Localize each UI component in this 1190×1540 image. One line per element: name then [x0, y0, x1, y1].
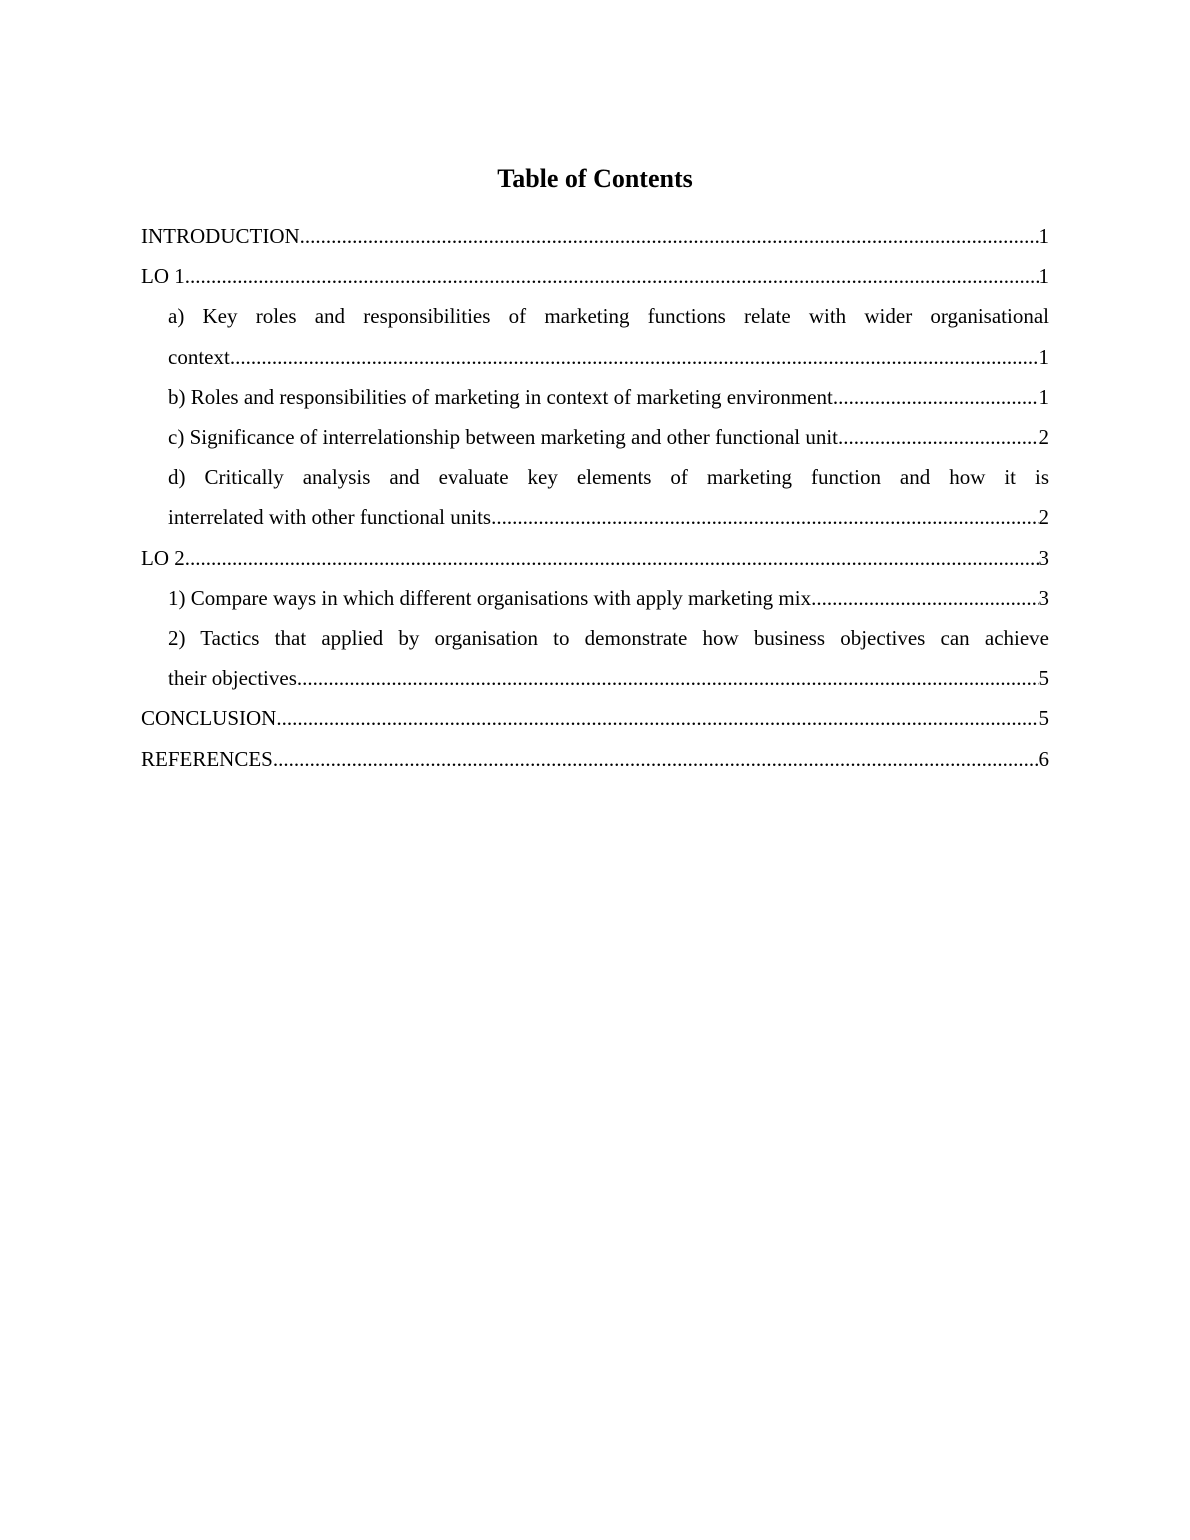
- toc-entry-title: CONCLUSION: [141, 706, 277, 731]
- toc-entry-title: REFERENCES: [141, 746, 273, 771]
- toc-entry-title-line: 2) Tactics that applied by organisation to demonstrate how business objectives can achieve: [168, 626, 1049, 651]
- toc-entry-lo2[interactable]: [141, 538, 1049, 578]
- toc-entry-title: LO 2: [141, 545, 185, 570]
- table-of-contents: [141, 216, 1049, 779]
- toc-heading: Table of Contents: [497, 164, 693, 193]
- toc-page-number: 1: [1038, 264, 1049, 289]
- toc-entry-title-line: d) Critically analysis and evaluate key elements of marketing function and how it is: [168, 465, 1049, 490]
- toc-leader-dots: [230, 337, 1039, 377]
- toc-entry-title: b) Roles and responsibilities of marketing in context of marketing environment: [168, 384, 833, 409]
- toc-leader-dots: [273, 739, 1039, 779]
- toc-entry-lo1-a[interactable]: [168, 296, 1049, 376]
- toc-entry-lo1-d[interactable]: [168, 457, 1049, 537]
- toc-entry-lo1-c[interactable]: [168, 417, 1049, 457]
- toc-entry-lo2-1[interactable]: [168, 578, 1049, 618]
- toc-entry-references[interactable]: [141, 739, 1049, 779]
- toc-page-number: 3: [1038, 545, 1049, 570]
- toc-entry-lo1[interactable]: [141, 256, 1049, 296]
- toc-page-number: 1: [1038, 224, 1049, 248]
- toc-leader-dots: [185, 256, 1039, 296]
- toc-leader-dots: [811, 578, 1038, 618]
- toc-entry-title: 1) Compare ways in which different organisations with apply marketing mix: [168, 585, 812, 610]
- toc-entry-introduction[interactable]: [141, 216, 1049, 256]
- toc-page-number: 2: [1038, 505, 1049, 530]
- toc-leader-dots: [491, 497, 1038, 537]
- toc-page-number: 2: [1038, 425, 1049, 450]
- toc-entry-conclusion[interactable]: [141, 698, 1049, 738]
- toc-entry-lo1-b[interactable]: [168, 377, 1049, 417]
- toc-entry-title: interrelated with other functional units: [168, 505, 492, 530]
- toc-entry-title-line: a) Key roles and responsibilities of marketing functions relate with wider organisational: [168, 304, 1049, 329]
- toc-page-number: 1: [1038, 344, 1049, 369]
- toc-page-number: 1: [1038, 384, 1049, 409]
- toc-entry-title: context: [168, 344, 230, 369]
- toc-entry-title: c) Significance of interrelationship between marketing and other functional unit: [168, 425, 839, 450]
- toc-leader-dots: [185, 538, 1039, 578]
- toc-page-number: 5: [1038, 706, 1049, 731]
- toc-leader-dots: [838, 417, 1038, 457]
- toc-page-number: 6: [1038, 746, 1049, 771]
- toc-page-number: 3: [1038, 585, 1049, 610]
- toc-page-number: 5: [1038, 666, 1049, 691]
- toc-leader-dots: [300, 216, 1039, 256]
- toc-entry-title: INTRODUCTION: [141, 224, 300, 248]
- toc-leader-dots: [833, 377, 1039, 417]
- toc-entry-lo2-2[interactable]: [168, 618, 1049, 698]
- toc-entry-title: their objectives: [168, 666, 297, 691]
- toc-leader-dots: [276, 698, 1038, 738]
- toc-leader-dots: [297, 658, 1039, 698]
- toc-entry-title: LO 1: [141, 264, 185, 289]
